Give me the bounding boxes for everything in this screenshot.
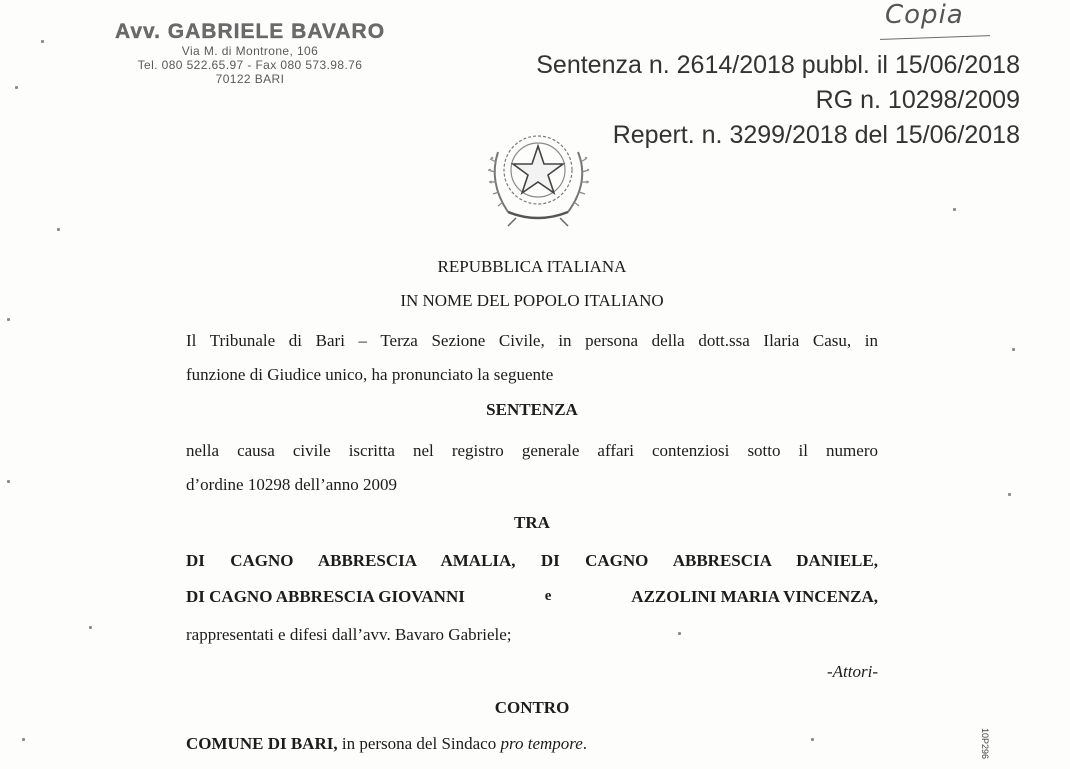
sentenza-title: SENTENZA xyxy=(486,400,578,419)
italian-emblem-icon xyxy=(468,112,608,230)
scan-speck xyxy=(811,738,814,741)
comune-pro-tempore: pro tempore xyxy=(500,734,583,753)
sentenza-number: Sentenza n. 2614/2018 pubbl. il 15/06/2018 xyxy=(536,51,1020,79)
heading-in-nome: IN NOME DEL POPOLO ITALIANO xyxy=(400,291,664,310)
registry-block xyxy=(536,48,1020,153)
intro-line-1: Il Tribunale di Bari – Terza Sezione Civile, in persona della dott.ssa Ilaria Casu, in xyxy=(186,331,878,350)
comune-line xyxy=(186,733,878,754)
parties-line-1: DI CAGNO ABBRESCIA AMALIA, DI CAGNO ABBRESCIA DANIELE, xyxy=(186,551,878,570)
causa-line-2: d’ordine 10298 dell’anno 2009 xyxy=(186,475,398,494)
scan-speck xyxy=(41,40,44,43)
parties-line-2 xyxy=(186,586,878,607)
lawyer-stamp xyxy=(70,20,430,86)
scan-speck xyxy=(953,208,956,211)
contro-heading: CONTRO xyxy=(494,698,570,717)
comune-name: COMUNE DI BARI, xyxy=(186,734,338,753)
comune-end: . xyxy=(582,734,588,753)
stamp-address: Via M. di Montrone, 106 xyxy=(181,44,319,58)
rg-number: RG n. 10298/2009 xyxy=(815,86,1020,114)
repert-number: Repert. n. 3299/2018 del 15/06/2018 xyxy=(612,121,1020,149)
parties-conjunction: e xyxy=(544,588,552,604)
intro-line-2: funzione di Giudice unico, ha pronunciato la seguente xyxy=(186,365,554,384)
scan-speck xyxy=(678,632,681,635)
heading-republic: REPUBBLICA ITALIANA xyxy=(437,257,627,276)
scan-speck xyxy=(7,318,10,321)
scan-speck xyxy=(57,228,60,231)
stamp-lawyer-name: Avv. GABRIELE BAVARO xyxy=(114,20,386,43)
parties-name-giovanni: DI CAGNO ABBRESCIA GIOVANNI xyxy=(186,587,465,606)
parties-name-azzolini: AZZOLINI MARIA VINCENZA, xyxy=(631,587,878,606)
copia-underline xyxy=(880,35,990,42)
scan-speck xyxy=(22,738,25,741)
scan-speck xyxy=(7,480,10,483)
attori-label: -Attori- xyxy=(827,662,878,681)
stamp-phones: Tel. 080 522.65.97 - Fax 080 573.98.76 xyxy=(137,58,363,72)
tra-heading: TRA xyxy=(514,513,550,532)
scan-speck xyxy=(1012,348,1015,351)
scan-speck xyxy=(89,626,92,629)
scan-speck xyxy=(1008,493,1011,496)
stamp-city: 70122 BARI xyxy=(215,72,285,86)
handwritten-copia-note: Copia xyxy=(885,0,964,30)
side-margin-number: 10P296 xyxy=(980,728,990,760)
causa-line-1: nella causa civile iscritta nel registro generale affari contenziosi sotto il numero xyxy=(186,441,878,460)
scan-speck xyxy=(15,86,18,89)
represented-line: rappresentati e difesi dall’avv. Bavaro Gabriele; xyxy=(186,625,512,644)
comune-rest: in persona del Sindaco xyxy=(337,734,501,753)
